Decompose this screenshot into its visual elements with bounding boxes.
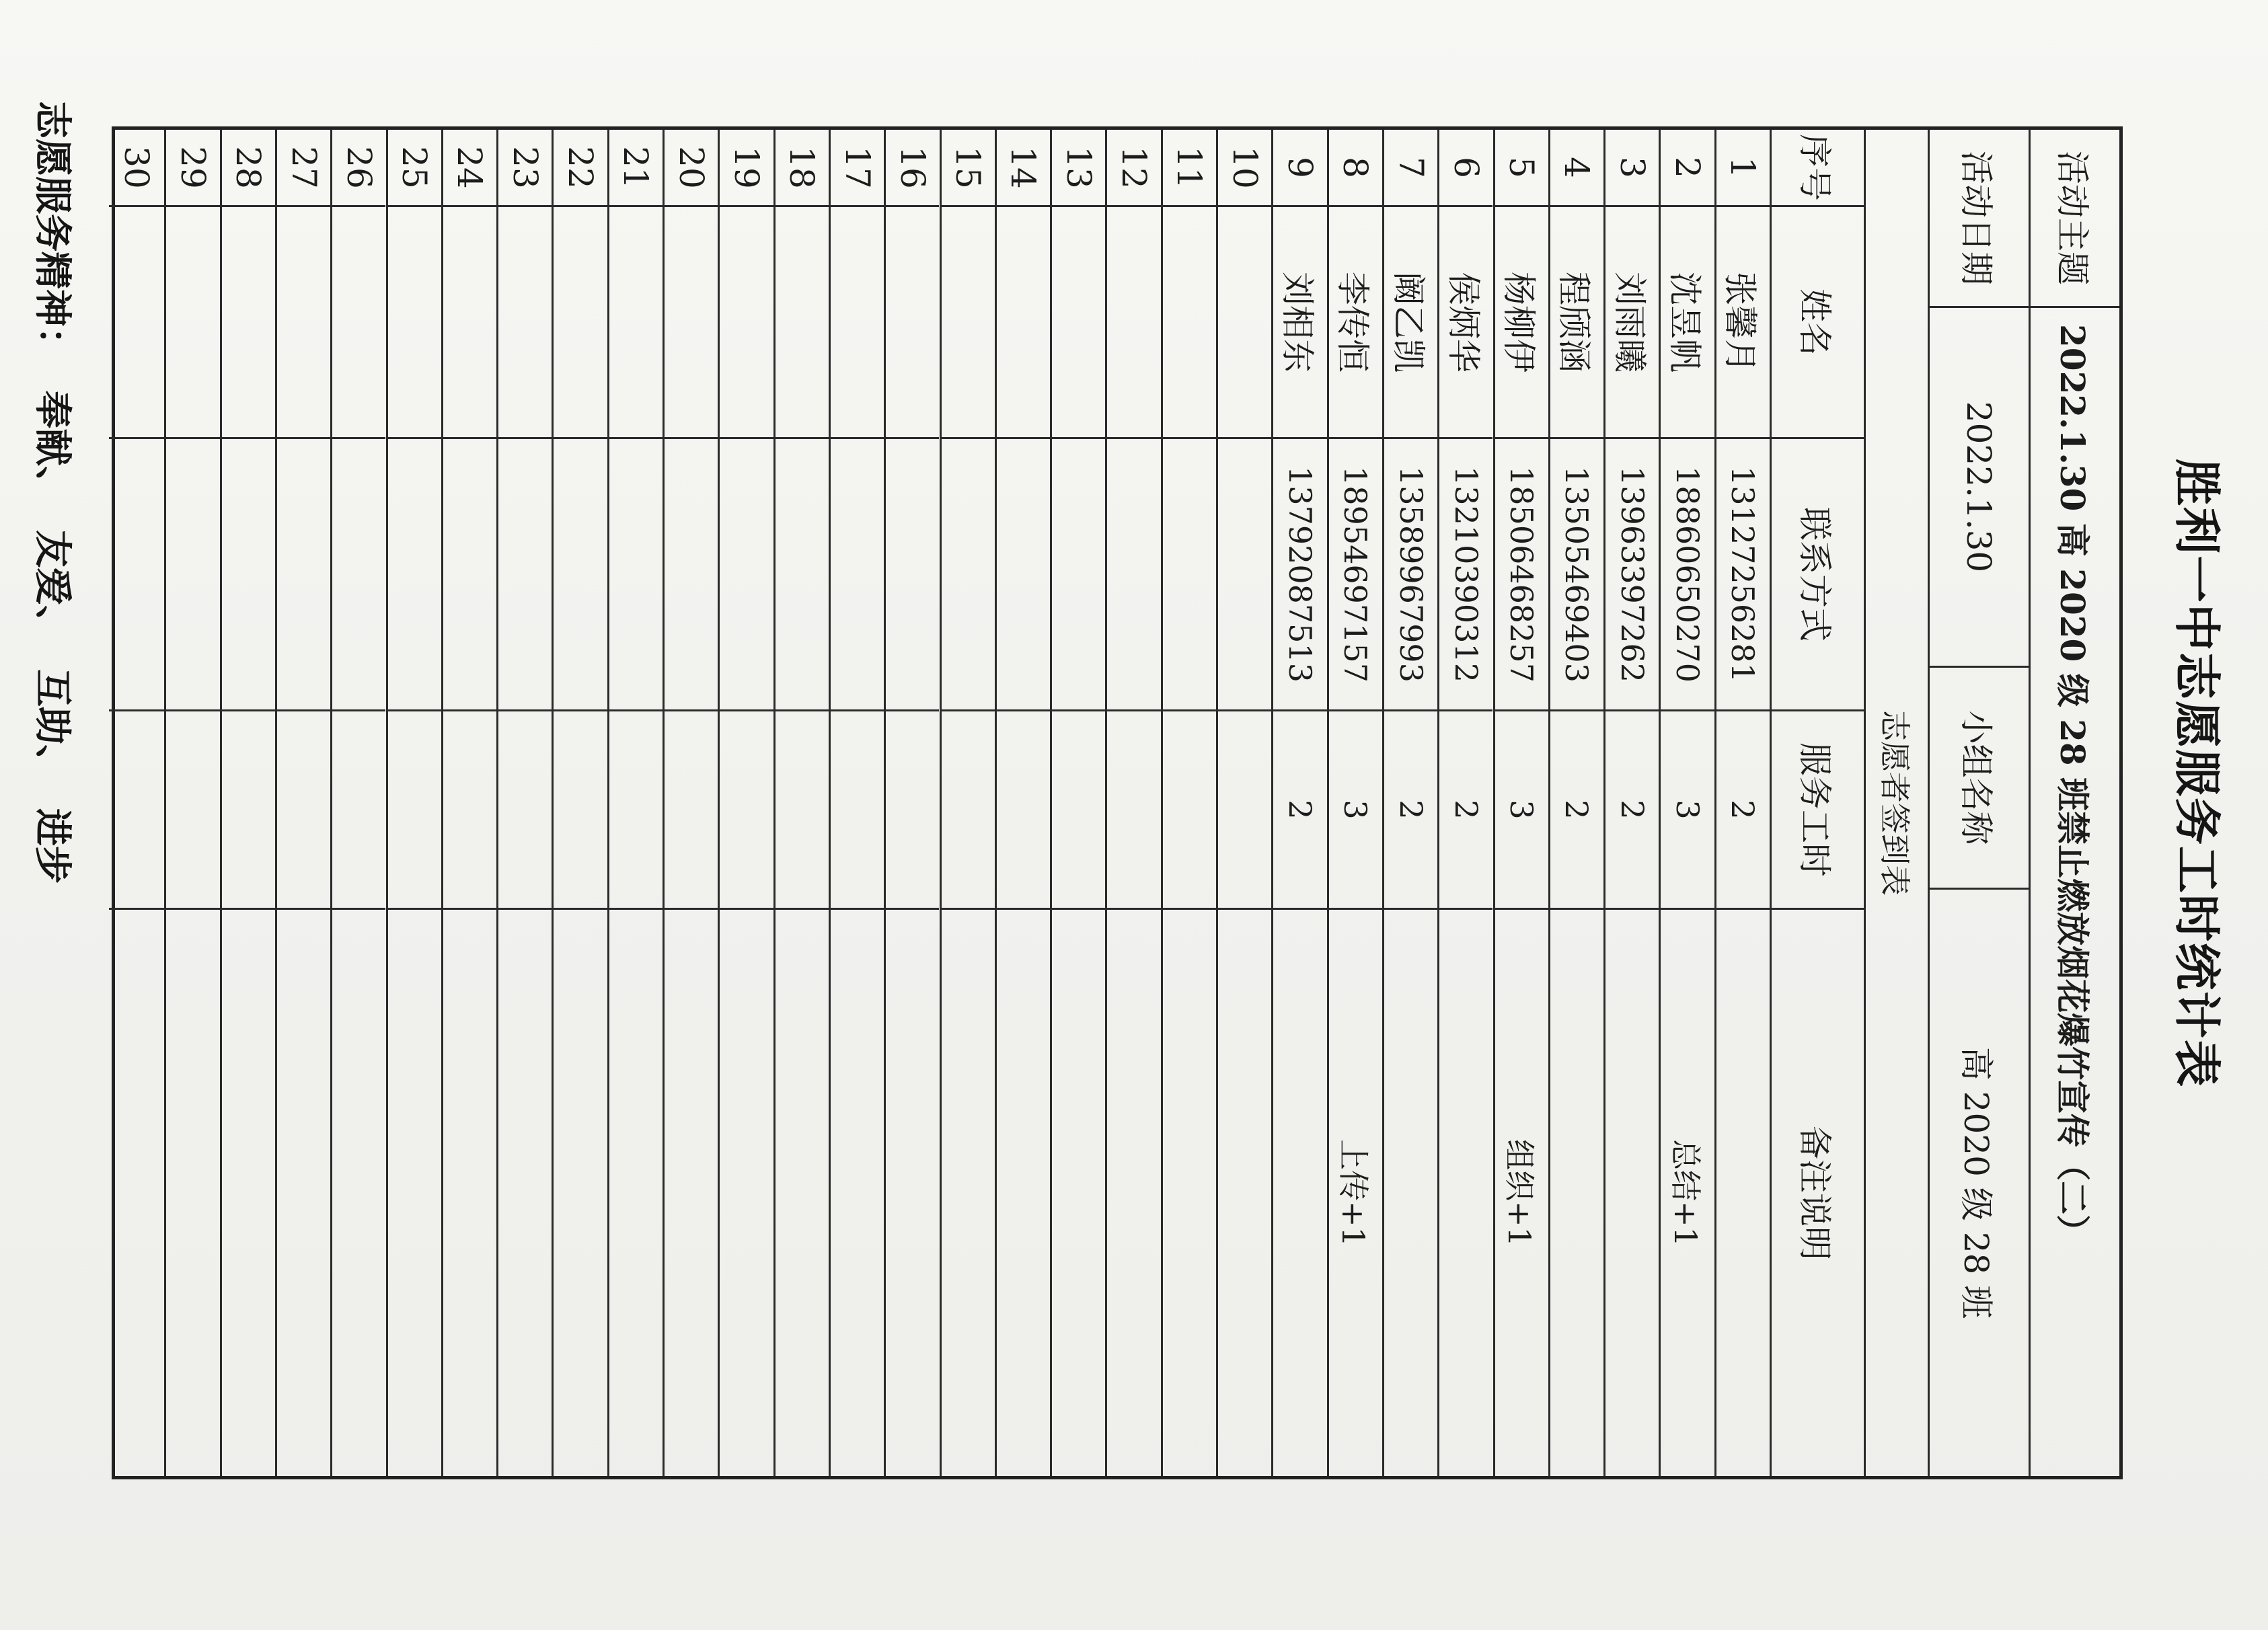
row-notes: [222, 910, 275, 1476]
row-notes: 总结+1: [1667, 1139, 1704, 1247]
row-hours: [997, 711, 1050, 910]
row-name: 李传恒: [1329, 207, 1382, 439]
row-notes: [277, 910, 330, 1476]
row-name: [886, 207, 939, 439]
row-index: 4: [1550, 130, 1603, 207]
table-row: [829, 130, 884, 1476]
row-name: 程颀涵: [1550, 207, 1603, 439]
row-index: 5: [1495, 130, 1548, 207]
row-index: 27: [277, 130, 330, 207]
row-name: [109, 207, 164, 439]
row-index: 22: [554, 130, 607, 207]
row-phone: [554, 439, 607, 711]
table-row: [386, 130, 441, 1476]
row-hours: [831, 711, 884, 910]
row-phone: [886, 439, 939, 711]
row-name: [1107, 207, 1160, 439]
row-name: [554, 207, 607, 439]
row-index: 9: [1273, 130, 1326, 207]
table-row: [1603, 130, 1659, 1476]
table-row: [1659, 130, 1714, 1476]
row-phone: [222, 439, 275, 711]
row-hours: 2: [1716, 711, 1770, 910]
row-index: 17: [831, 130, 884, 207]
row-phone: [997, 439, 1050, 711]
row-index: 13: [1052, 130, 1105, 207]
hours-form: [112, 126, 2123, 1479]
row-notes: 组织+1: [1501, 1139, 1538, 1247]
signin-title-row: [1864, 130, 1928, 1476]
row-phone: [166, 439, 219, 711]
table-row: [1216, 130, 1271, 1476]
col-header-index: 序号: [1772, 130, 1864, 207]
row-index: 24: [443, 130, 496, 207]
row-index: 8: [1329, 130, 1382, 207]
table-row: [1050, 130, 1105, 1476]
row-phone: [1163, 439, 1216, 711]
table-row: [220, 130, 275, 1476]
signin-title: 志愿者签到表: [1877, 710, 1913, 896]
row-name: [498, 207, 552, 439]
row-name: [665, 207, 718, 439]
row-name: [388, 207, 441, 439]
col-header-hours: 服务工时: [1772, 711, 1864, 910]
row-index: 7: [1384, 130, 1437, 207]
row-index: 19: [720, 130, 773, 207]
row-name: [776, 207, 829, 439]
table-row: [164, 130, 219, 1476]
group-label: 小组名称: [1930, 668, 2029, 890]
table-row: [718, 130, 773, 1476]
row-index: 18: [776, 130, 829, 207]
table-row: [109, 130, 164, 1476]
row-phone: [942, 439, 995, 711]
table-row: [330, 130, 385, 1476]
col-header-notes: 备注说明: [1795, 1126, 1835, 1260]
row-notes: [609, 910, 663, 1476]
row-phone: [498, 439, 552, 711]
row-index: 10: [1218, 130, 1271, 207]
row-index: 26: [332, 130, 385, 207]
row-name: [443, 207, 496, 439]
row-phone: [776, 439, 829, 711]
row-hours: 2: [1384, 711, 1437, 910]
row-notes: [1163, 910, 1216, 1476]
row-name: 沈昱帆: [1661, 207, 1714, 439]
table-row: [1161, 130, 1216, 1476]
row-name: 侯炳华: [1439, 207, 1492, 439]
row-name: [831, 207, 884, 439]
row-phone: 18954697157: [1329, 439, 1382, 711]
row-name: [166, 207, 219, 439]
row-hours: [665, 711, 718, 910]
row-name: [942, 207, 995, 439]
row-notes: [1218, 910, 1271, 1476]
row-hours: [109, 711, 164, 910]
row-index: 3: [1605, 130, 1659, 207]
row-hours: 2: [1605, 711, 1659, 910]
row-phone: [1052, 439, 1105, 711]
row-phone: [443, 439, 496, 711]
row-name: 阚乙凯: [1384, 207, 1437, 439]
row-hours: [332, 711, 385, 910]
theme-value: 2022.1.30 高 2020 级 28 班禁止燃放烟花爆竹宣传（二）: [2053, 324, 2092, 1249]
row-hours: [498, 711, 552, 910]
row-name: [997, 207, 1050, 439]
row-hours: [1107, 711, 1160, 910]
row-index: 12: [1107, 130, 1160, 207]
group-value: 高 2020 级 28 班: [1957, 1046, 1996, 1319]
date-label: 活动日期: [1930, 130, 2029, 308]
row-name: 刘雨曦: [1605, 207, 1659, 439]
row-name: 张馨月: [1716, 207, 1770, 439]
row-hours: [443, 711, 496, 910]
row-hours: [776, 711, 829, 910]
row-index: 16: [886, 130, 939, 207]
col-header-name: 姓名: [1772, 207, 1864, 439]
row-name: [609, 207, 663, 439]
col-header-phone: 联系方式: [1772, 439, 1864, 711]
row-index: 29: [166, 130, 219, 207]
table-row: [441, 130, 496, 1476]
row-notes: [498, 910, 552, 1476]
row-phone: [332, 439, 385, 711]
row-notes: [886, 910, 939, 1476]
row-hours: [1052, 711, 1105, 910]
row-index: 11: [1163, 130, 1216, 207]
row-name: [277, 207, 330, 439]
row-phone: 13792087513: [1273, 439, 1326, 711]
row-notes: [1550, 910, 1603, 1476]
row-notes: [166, 910, 219, 1476]
row-name: 刘相东: [1273, 207, 1326, 439]
table-row: [884, 130, 939, 1476]
row-hours: 3: [1329, 711, 1382, 910]
row-index: 30: [109, 130, 164, 207]
row-hours: 2: [1550, 711, 1603, 910]
row-notes: [109, 910, 164, 1476]
row-name: [222, 207, 275, 439]
row-hours: 3: [1495, 711, 1548, 910]
row-hours: [1163, 711, 1216, 910]
row-notes: [388, 910, 441, 1476]
row-index: 15: [942, 130, 995, 207]
row-phone: [388, 439, 441, 711]
row-notes: [1273, 910, 1326, 1476]
row-name: 杨柳伊: [1495, 207, 1548, 439]
row-notes: 上传+1: [1335, 1139, 1372, 1247]
row-name: [332, 207, 385, 439]
row-notes: [1716, 910, 1770, 1476]
row-hours: [554, 711, 607, 910]
row-phone: [665, 439, 718, 711]
row-name: [1218, 207, 1271, 439]
row-phone: 18506468257: [1495, 439, 1548, 711]
row-phone: 13127256281: [1716, 439, 1770, 711]
row-hours: 2: [1273, 711, 1326, 910]
row-hours: [720, 711, 773, 910]
date-value: 2022.1.30: [1930, 308, 2029, 668]
row-hours: [277, 711, 330, 910]
document-title: 胜利一中志愿服务工时统计表: [2169, 459, 2224, 1088]
table-row: [1493, 130, 1548, 1476]
table-row: [1382, 130, 1437, 1476]
table-row: [995, 130, 1050, 1476]
table-row: [1271, 130, 1326, 1476]
row-index: 20: [665, 130, 718, 207]
volunteer-motto: 志愿服务精神： 奉献、 友爱、 互助、 进步: [30, 101, 74, 884]
row-phone: 13963397262: [1605, 439, 1659, 711]
row-index: 2: [1661, 130, 1714, 207]
row-phone: [1218, 439, 1271, 711]
table-row: [663, 130, 718, 1476]
table-row: [773, 130, 829, 1476]
row-phone: 13505469403: [1550, 439, 1603, 711]
table-row: [1548, 130, 1603, 1476]
row-hours: [222, 711, 275, 910]
row-hours: [166, 711, 219, 910]
row-phone: [277, 439, 330, 711]
row-notes: [831, 910, 884, 1476]
table-row: [496, 130, 552, 1476]
theme-label: 活动主题: [2031, 130, 2119, 308]
row-phone: 18860650270: [1661, 439, 1714, 711]
row-name: [1052, 207, 1105, 439]
table-row: [1327, 130, 1382, 1476]
table-row: [552, 130, 607, 1476]
row-notes: [776, 910, 829, 1476]
theme-row: [2029, 130, 2119, 1476]
table-row: [1105, 130, 1160, 1476]
row-phone: [609, 439, 663, 711]
row-phone: 13589967993: [1384, 439, 1437, 711]
row-hours: 3: [1661, 711, 1714, 910]
row-notes: [942, 910, 995, 1476]
row-notes: [332, 910, 385, 1476]
row-hours: [609, 711, 663, 910]
row-index: 25: [388, 130, 441, 207]
row-hours: [1218, 711, 1271, 910]
row-index: 14: [997, 130, 1050, 207]
row-hours: [388, 711, 441, 910]
table-row: [940, 130, 995, 1476]
row-notes: [665, 910, 718, 1476]
row-phone: [831, 439, 884, 711]
row-notes: [554, 910, 607, 1476]
row-index: 6: [1439, 130, 1492, 207]
row-phone: 13210390312: [1439, 439, 1492, 711]
row-index: 23: [498, 130, 552, 207]
row-index: 21: [609, 130, 663, 207]
row-hours: 2: [1439, 711, 1492, 910]
row-notes: [1439, 910, 1492, 1476]
row-hours: [942, 711, 995, 910]
row-phone: [720, 439, 773, 711]
row-notes: [1052, 910, 1105, 1476]
row-notes: [720, 910, 773, 1476]
row-notes: [1384, 910, 1437, 1476]
table-row: [1714, 130, 1770, 1476]
table-row: [607, 130, 663, 1476]
column-header-row: [1770, 130, 1864, 1476]
row-name: [1163, 207, 1216, 439]
row-notes: [1107, 910, 1160, 1476]
row-hours: [886, 711, 939, 910]
table-row: [1437, 130, 1492, 1476]
row-name: [720, 207, 773, 439]
row-notes: [997, 910, 1050, 1476]
row-notes: [443, 910, 496, 1476]
row-phone: [109, 439, 164, 711]
table-row: [275, 130, 330, 1476]
date-group-row: [1928, 130, 2029, 1476]
row-index: 1: [1716, 130, 1770, 207]
row-index: 28: [222, 130, 275, 207]
row-notes: [1605, 910, 1659, 1476]
row-phone: [1107, 439, 1160, 711]
